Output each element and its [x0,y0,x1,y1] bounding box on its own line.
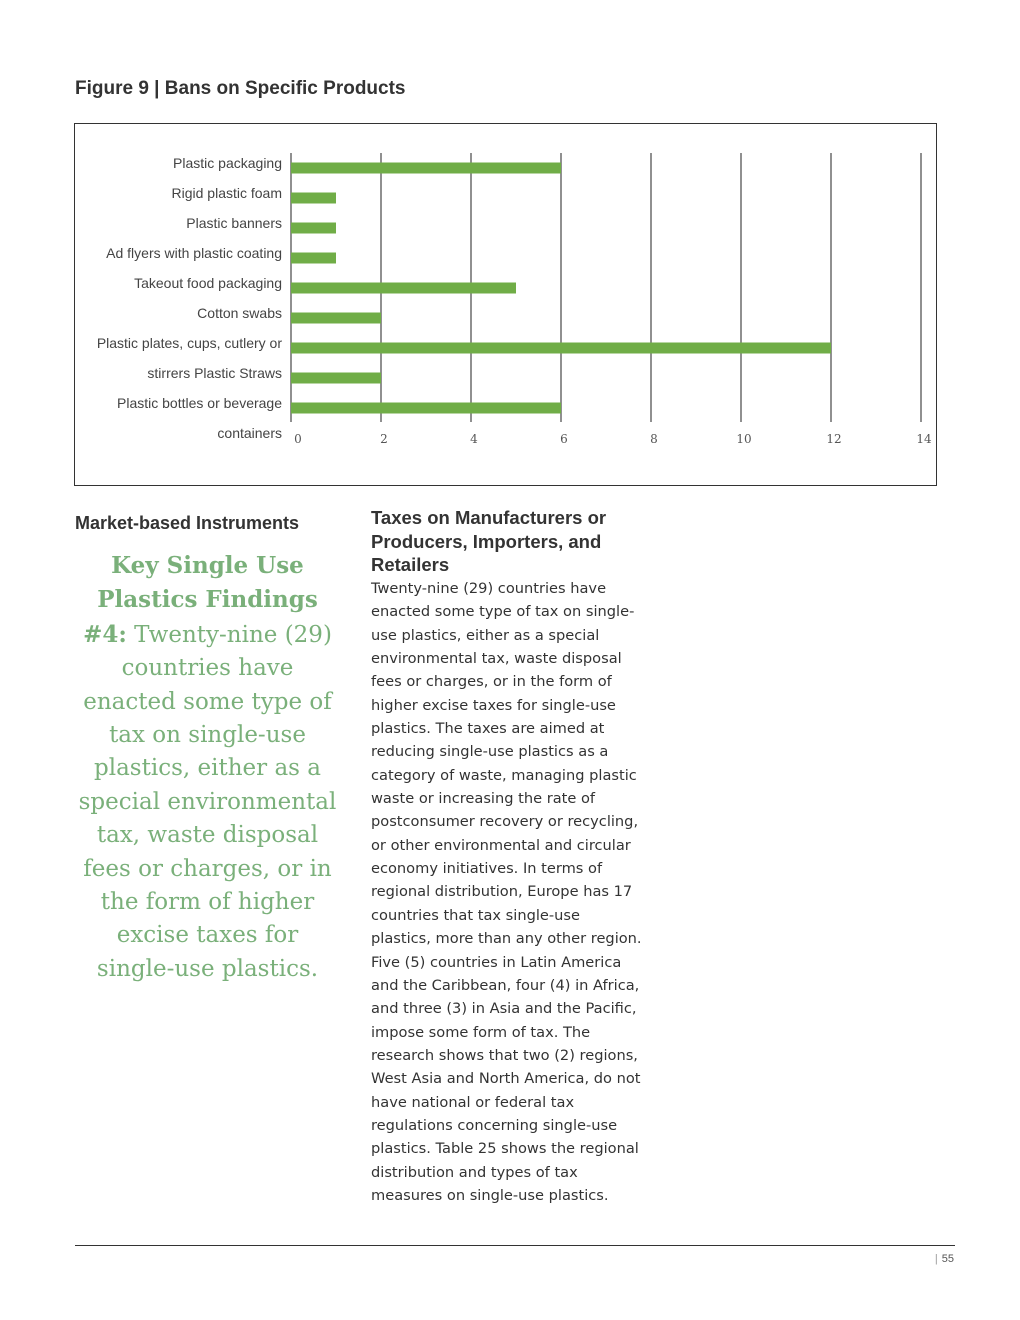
category-label-3: Ad flyers with plastic coating [106,245,282,261]
bar-4 [291,283,516,294]
category-label-2: Plastic banners [186,215,282,231]
x-tick-label-12: 12 [826,432,842,446]
category-label-9: containers [217,425,282,441]
body-paragraph: Twenty-nine (29) countries have enacted some type of tax on single-use plastics, either as a special environmental tax, waste disposal fees or charges, or in the form of higher excise taxes for single-use plastics. The taxes are aimed at reducing single-use plastics as a category of waste, managing plastic waste or increasing the rate of postconsumer recovery or recycling, or other environmental and circular economy initiatives. In terms of regional distribution, Europe has 17 countries that tax single-use plastics, more than any other region. Five (5) countries in Latin America and the Caribbean, four (4) in Africa, and three (3) in Asia and the Pacific, impose some form of tax. The research shows that two (2) regions, West Asia and North America, do not have national or federal tax regulations concerning single-use plastics. Table 25 shows the regional distribution and types of tax measures on single-use plastics. [371,580,642,1204]
footer-rule [75,1245,955,1246]
bar-8 [291,403,561,414]
x-tick-label-4: 4 [470,432,478,446]
bar-5 [291,313,381,324]
page-number [935,1253,954,1265]
figure-title: Figure 9 | Bans on Specific Products [75,78,406,99]
page-number-value: 55 [941,1253,954,1265]
x-tick-label-0: 0 [294,432,302,446]
callout-title: Key Single Use Plastics Findings #4: [83,552,318,648]
section-heading-market-instruments: Market-based Instruments [75,513,300,533]
category-label-5: Cotton swabs [197,305,282,321]
x-tick-label-14: 14 [916,432,932,446]
page-number-separator: | [934,1253,938,1265]
category-label-6: Plastic plates, cups, cutlery or [96,335,282,351]
bar-1 [291,193,336,204]
category-label-4: Takeout food packaging [134,275,282,291]
x-tick-label-2: 2 [380,432,388,446]
bar-2 [291,223,336,234]
x-tick-label-10: 10 [736,432,752,446]
chart-canvas [75,124,938,487]
callout-text: Twenty-nine (29) countries have enacted some type of tax on single-use plastics, either as a special environmental tax, waste disposal fees or charges, or in the form of higher excise taxes for single-use plastics. [78,621,337,982]
category-label-7: stirrers Plastic Straws [147,365,282,381]
bar-chart [74,123,937,486]
category-label-1: Rigid plastic foam [171,185,282,201]
key-findings-callout [75,549,340,986]
bar-7 [291,373,381,384]
bar-3 [291,253,336,264]
x-tick-label-6: 6 [560,432,568,446]
bar-6 [291,343,831,354]
x-tick-label-8: 8 [650,432,658,446]
section-heading-taxes: Taxes on Manufacturers or Producers, Importers, and Retailers [371,507,607,575]
bar-0 [291,163,561,174]
category-label-0: Plastic packaging [173,155,282,171]
category-label-8: Plastic bottles or beverage [117,395,282,411]
